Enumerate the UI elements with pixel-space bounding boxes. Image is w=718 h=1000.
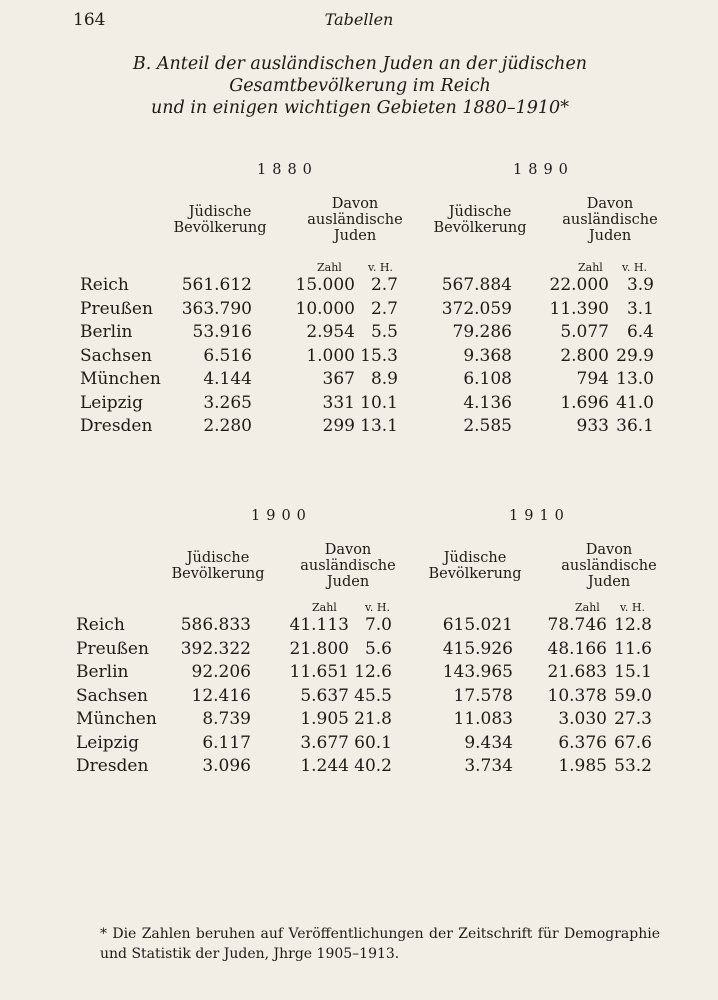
- table-row: [0, 299, 718, 321]
- year-heading: 1910: [509, 508, 570, 524]
- subheader-count: Zahl: [317, 261, 342, 274]
- region-label: Preußen: [76, 638, 149, 659]
- foreign-count: 2.800: [560, 345, 609, 366]
- total-value: 392.322: [180, 638, 251, 659]
- title-line: und in einigen wichtigen Gebieten 1880–1910*: [151, 98, 569, 118]
- table-row: [0, 756, 718, 778]
- foreign-count: 299: [322, 416, 355, 436]
- foreign-percent: 21.8: [354, 709, 392, 729]
- total-value: 92.206: [191, 662, 251, 682]
- year-heading: 1900: [251, 508, 312, 524]
- table-block-1880-1890: [0, 162, 718, 442]
- foreign-percent: 29.9: [616, 345, 654, 366]
- year-heading: 1890: [513, 162, 574, 178]
- foreign-count: 21.800: [289, 638, 349, 659]
- foreign-percent: 12.8: [614, 615, 652, 635]
- table-row: [0, 322, 718, 344]
- table-row: [0, 346, 718, 368]
- total-value: 3.734: [464, 756, 513, 776]
- foreign-count: 10.378: [547, 685, 607, 706]
- subheader-percent: v. H.: [365, 601, 390, 614]
- total-value: 372.059: [441, 298, 512, 319]
- total-value: 79.286: [452, 322, 512, 342]
- foreign-count: 794: [576, 369, 609, 389]
- foreign-count: 331: [322, 392, 355, 413]
- region-label: Dresden: [80, 416, 153, 436]
- subheader-count: Zahl: [312, 601, 337, 614]
- foreign-count: 2.954: [306, 322, 355, 342]
- total-value: 561.612: [181, 275, 252, 295]
- foreign-percent: 13.1: [360, 416, 398, 436]
- total-value: 615.021: [442, 615, 513, 635]
- page-number: 164: [73, 10, 106, 30]
- total-value: 6.117: [202, 732, 251, 753]
- table-row: [0, 662, 718, 684]
- foreign-percent: 60.1: [354, 732, 392, 753]
- region-label: Leipzig: [76, 732, 139, 753]
- region-label: Reich: [80, 275, 129, 295]
- total-value: 9.368: [463, 345, 512, 366]
- region-label: Reich: [76, 615, 125, 635]
- foreign-percent: 36.1: [616, 416, 654, 436]
- table-row: [0, 639, 718, 661]
- header-foreign: Davon ausländische Juden: [300, 542, 396, 590]
- foreign-count: 1.000: [306, 345, 355, 366]
- footnote: * Die Zahlen beruhen auf Veröffentlichungen der Zeitschrift für Demographie und Statistik der Juden, Jhrge 1905–1913.: [100, 926, 660, 962]
- foreign-count: 5.077: [560, 322, 609, 342]
- foreign-count: 3.677: [300, 732, 349, 753]
- foreign-percent: 13.0: [616, 369, 654, 389]
- region-label: München: [80, 369, 161, 389]
- foreign-percent: 11.6: [614, 638, 652, 659]
- region-label: München: [76, 709, 157, 729]
- foreign-count: 10.000: [295, 298, 355, 319]
- foreign-percent: 10.1: [360, 392, 398, 413]
- page-header: [0, 10, 718, 34]
- foreign-percent: 8.9: [370, 369, 398, 389]
- subheader-percent: v. H.: [622, 261, 647, 274]
- table-row: [0, 416, 718, 438]
- foreign-percent: 41.0: [616, 392, 654, 413]
- foreign-count: 48.166: [547, 638, 607, 659]
- total-value: 8.739: [202, 709, 251, 729]
- table-row: [0, 393, 718, 415]
- region-label: Sachsen: [80, 345, 152, 366]
- table-row: [0, 733, 718, 755]
- region-label: Leipzig: [80, 392, 143, 413]
- table-row: [0, 275, 718, 297]
- foreign-percent: 12.6: [354, 662, 392, 682]
- total-value: 143.965: [442, 662, 513, 682]
- foreign-percent: 2.7: [370, 298, 398, 319]
- foreign-count: 21.683: [547, 662, 607, 682]
- total-value: 586.833: [180, 615, 251, 635]
- foreign-percent: 67.6: [614, 732, 652, 753]
- header-total: Jüdische Bevölkerung: [433, 204, 527, 236]
- foreign-count: 933: [576, 416, 609, 436]
- table-row: [0, 369, 718, 391]
- total-value: 567.884: [441, 275, 512, 295]
- year-heading: 1880: [257, 162, 318, 178]
- foreign-count: 41.113: [289, 615, 349, 635]
- subheader-percent: v. H.: [368, 261, 393, 274]
- table-title: [60, 53, 660, 119]
- header-foreign: Davon ausländische Juden: [561, 542, 657, 590]
- total-value: 415.926: [442, 638, 513, 659]
- region-label: Preußen: [80, 298, 153, 319]
- foreign-count: 1.244: [300, 756, 349, 776]
- table-row: [0, 615, 718, 637]
- title-line: B. Anteil der ausländischen Juden an der jüdischen: [132, 54, 588, 74]
- total-value: 3.265: [203, 392, 252, 413]
- total-value: 17.578: [453, 685, 513, 706]
- total-value: 4.136: [463, 392, 512, 413]
- foreign-percent: 27.3: [614, 709, 652, 729]
- header-total: Jüdische Bevölkerung: [428, 550, 522, 582]
- foreign-count: 6.376: [558, 732, 607, 753]
- total-value: 9.434: [464, 732, 513, 753]
- foreign-percent: 3.1: [626, 298, 654, 319]
- total-value: 2.585: [463, 416, 512, 436]
- subheader-count: Zahl: [578, 261, 603, 274]
- foreign-percent: 40.2: [354, 756, 392, 776]
- header-total: Jüdische Bevölkerung: [171, 550, 265, 582]
- subheader-percent: v. H.: [620, 601, 645, 614]
- foreign-count: 367: [322, 369, 355, 389]
- total-value: 4.144: [203, 369, 252, 389]
- foreign-count: 15.000: [295, 275, 355, 295]
- foreign-count: 1.985: [558, 756, 607, 776]
- foreign-percent: 6.4: [626, 322, 654, 342]
- foreign-count: 1.696: [560, 392, 609, 413]
- foreign-count: 11.390: [549, 298, 609, 319]
- foreign-percent: 2.7: [370, 275, 398, 295]
- total-value: 11.083: [453, 709, 513, 729]
- foreign-count: 22.000: [549, 275, 609, 295]
- total-value: 53.916: [192, 322, 252, 342]
- foreign-percent: 15.3: [360, 345, 398, 366]
- foreign-percent: 3.9: [626, 275, 654, 295]
- foreign-count: 11.651: [289, 662, 349, 682]
- foreign-percent: 53.2: [614, 756, 652, 776]
- title-line: Gesamtbevölkerung im Reich: [229, 76, 491, 96]
- foreign-percent: 5.5: [370, 322, 398, 342]
- region-label: Sachsen: [76, 685, 148, 706]
- foreign-percent: 45.5: [354, 685, 392, 706]
- total-value: 2.280: [203, 416, 252, 436]
- table-block-1900-1910: [0, 508, 718, 788]
- region-label: Dresden: [76, 756, 149, 776]
- total-value: 12.416: [191, 685, 251, 706]
- foreign-count: 78.746: [547, 615, 607, 635]
- total-value: 6.108: [463, 369, 512, 389]
- table-row: [0, 686, 718, 708]
- foreign-percent: 5.6: [364, 638, 392, 659]
- total-value: 6.516: [203, 345, 252, 366]
- foreign-count: 3.030: [558, 709, 607, 729]
- foreign-count: 5.637: [300, 685, 349, 706]
- total-value: 3.096: [202, 756, 251, 776]
- header-foreign: Davon ausländische Juden: [307, 196, 403, 244]
- foreign-count: 1.905: [300, 709, 349, 729]
- foreign-percent: 7.0: [364, 615, 392, 635]
- foreign-percent: 15.1: [614, 662, 652, 682]
- total-value: 363.790: [181, 298, 252, 319]
- foreign-percent: 59.0: [614, 685, 652, 706]
- subheader-count: Zahl: [575, 601, 600, 614]
- region-label: Berlin: [76, 662, 129, 682]
- running-head: Tabellen: [324, 10, 394, 29]
- region-label: Berlin: [80, 322, 133, 342]
- header-total: Jüdische Bevölkerung: [173, 204, 267, 236]
- header-foreign: Davon ausländische Juden: [562, 196, 658, 244]
- table-row: [0, 709, 718, 731]
